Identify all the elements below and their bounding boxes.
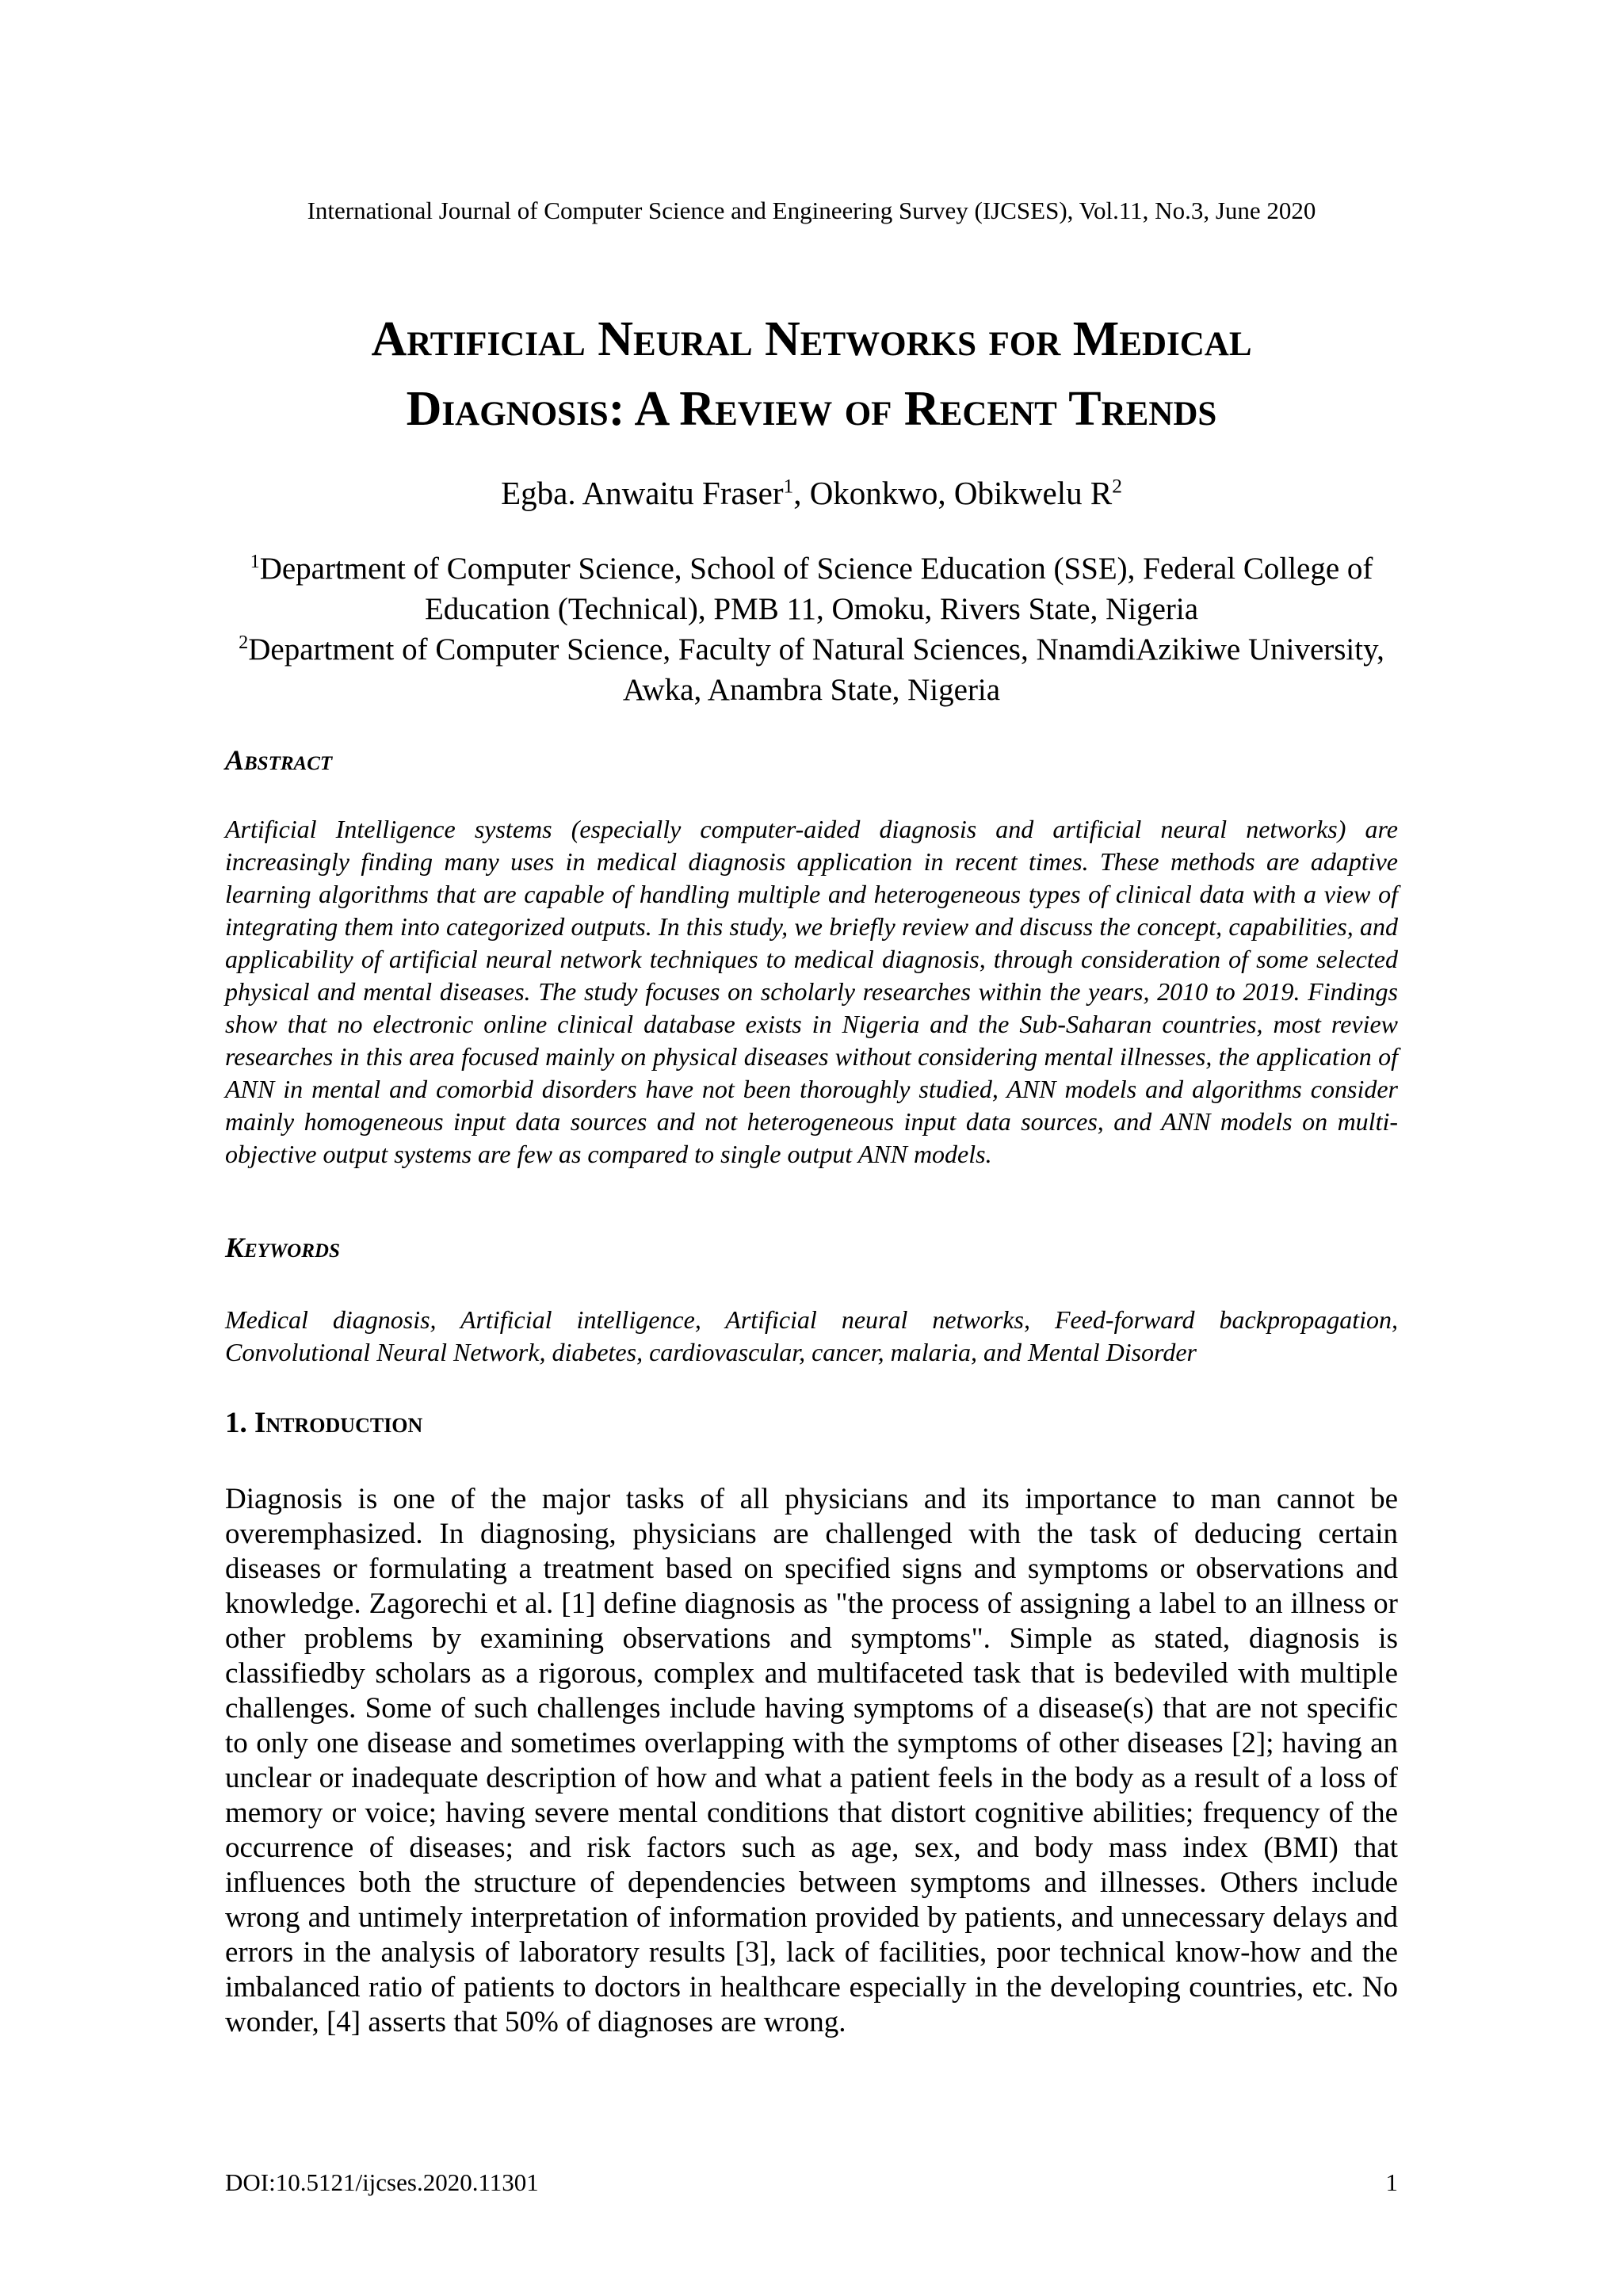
affiliation-1	[206, 548, 1417, 629]
affiliation-text: Department of Computer Science, School of Science Education (SSE), Federal College of Education (Technical), PMB 11, Omoku, Rivers State, Nigeria	[259, 552, 1373, 626]
affiliation-mark: 2	[239, 632, 249, 653]
abstract-text: Artificial Intelligence systems (especially computer-aided diagnosis and artificial neural networks) are increasingly finding many uses in medical diagnosis application in recent times. These methods are adaptive learning algorithms that are capable of handling multiple and heterogeneous types of clinical data with a view of integrating them into categorized outputs. In this study, we briefly review and discuss the concept, capabilities, and applicability of artificial neural network techniques to medical diagnosis, through consideration of some selected physical and mental diseases. The study focuses on scholarly researches within the years, 2010 to 2019. Findings show that no electronic online clinical database exists in Nigeria and the Sub-Saharan countries, most review researches in this area focused mainly on physical diseases without considering mental illnesses, the application of ANN in mental and comorbid disorders have not been thoroughly studied, ANN models and algorithms consider mainly homogeneous input data sources and not heterogeneous input data sources, and ANN models on multi-objective output systems are few as compared to single output ANN models.	[225, 815, 1398, 1168]
affiliation-mark: 1	[250, 551, 260, 572]
paper-title	[158, 304, 1465, 444]
title-line-1: Artificial Neural Networks for Medical	[371, 312, 1252, 366]
affiliation-2	[206, 629, 1417, 710]
affiliations	[206, 548, 1417, 710]
affiliation-text: Department of Computer Science, Faculty of Natural Sciences, NnamdiAzikiwe University, Awka, Anambra State, Nigeria	[248, 632, 1384, 707]
author-list	[0, 474, 1623, 512]
page-number: 1	[1385, 2168, 1398, 2196]
introduction-text: Diagnosis is one of the major tasks of all physicians and its importance to man cannot be overemphasized. In diagnosing, physicians are challenged with the task of deducing certain diseases or formulating a treatment based on specified signs and symptoms or observations and knowledge. Zagorechi et al. [1] define diagnosis as "the process of assigning a label to an illness or other problems by examining observations and symptoms". Simple as stated, diagnosis is classifiedby scholars as a rigorous, complex and multifaceted task that is bedeviled with multiple challenges. Some of such challenges include having symptoms of a disease(s) that are not specific to only one disease and sometimes overlapping with the symptoms of other diseases [2]; having an unclear or inadequate description of how and what a patient feels in the body as a result of a loss of memory or voice; having severe mental conditions that distort cognitive abilities; frequency of the occurrence of diseases; and risk factors such as age, sex, and body mass index (BMI) that influences both the structure of dependencies between symptoms and illnesses. Others include wrong and untimely interpretation of information provided by patients, and unnecessary delays and errors in the analysis of laboratory results [3], lack of facilities, poor technical know-how and the imbalanced ratio of patients to doctors in healthcare especially in the developing countries, etc. No wonder, [4] asserts that 50% of diagnoses are wrong.	[225, 1483, 1398, 2038]
introduction-heading: 1. Introduction	[225, 1407, 423, 1439]
author-affiliation-mark: 1	[783, 475, 794, 498]
footer-doi: DOI:10.5121/ijcses.2020.11301	[225, 2168, 539, 2196]
author-name: Okonkwo, Obikwelu R	[809, 475, 1113, 511]
author-name: Egba. Anwaitu Fraser	[501, 475, 784, 511]
keywords-text: Medical diagnosis, Artificial intelligence, Artificial neural networks, Feed-forward backpropagation, Convolutional Neural Network, diabetes, cardiovascular, cancer, malaria, and Mental Disorder	[225, 1305, 1398, 1366]
author-separator: ,	[793, 475, 810, 511]
title-line-2: Diagnosis: A Review of Recent Trends	[406, 382, 1217, 436]
author-affiliation-mark: 2	[1112, 475, 1122, 498]
abstract-heading: Abstract	[225, 744, 333, 776]
keywords-heading: Keywords	[225, 1232, 340, 1263]
running-header: International Journal of Computer Science and Engineering Survey (IJCSES), Vol.11, No.3, June 2020	[307, 197, 1316, 224]
